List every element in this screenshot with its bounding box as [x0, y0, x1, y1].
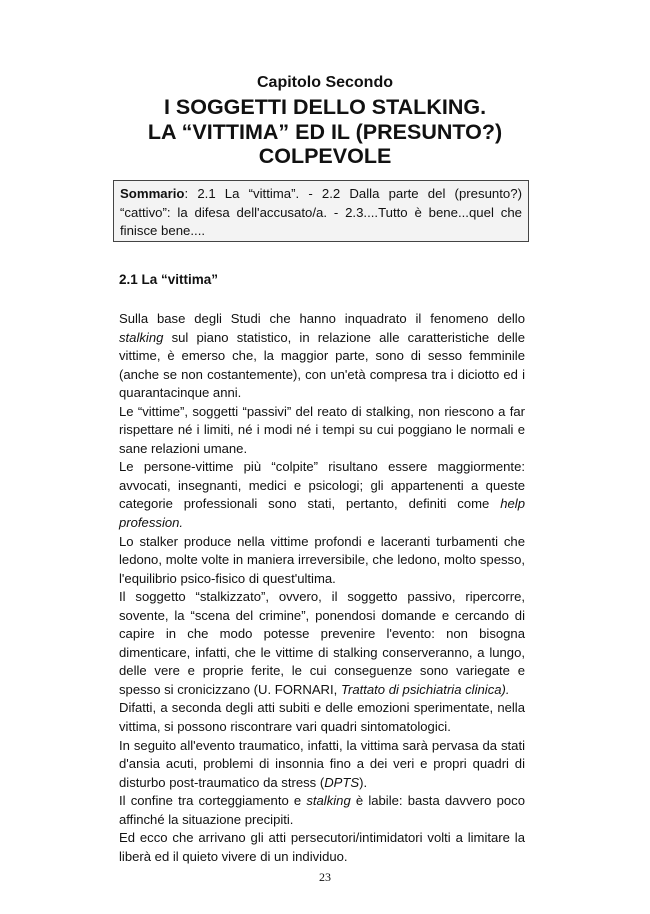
paragraph: [119, 829, 525, 866]
summary-text: : 2.1 La “vittima”. - 2.2 Dalla parte del (presunto?) “cattivo”: la difesa dell'accusato/a. - 2.3....Tutto è bene...quel che finisce bene....: [120, 186, 522, 238]
page-number: 23: [319, 870, 331, 884]
paragraph-text: Sulla base degli Studi che hanno inquadrato il fenomeno dello: [119, 311, 525, 326]
paragraph: [119, 792, 525, 829]
paragraph-text: sul piano statistico, in relazione alle caratteristiche delle vittime, è emerso che, la maggior parte, sono di sesso femminile (anche se non costantemente), con un'età compresa tra i diciotto ed i quarantacinque anni.: [119, 329, 525, 401]
title-line: LA “VITTIMA” ED IL (PRESUNTO?): [147, 119, 503, 144]
section-heading: 2.1 La “vittima”: [119, 272, 219, 287]
summary-label: Sommario: [120, 186, 185, 201]
paragraph-text: Ed ecco che arrivano gli atti persecutori/intimidatori volti a limitare la liberà ed il quieto vivere di un individuo.: [119, 830, 525, 864]
paragraph-text: Le “vittime”, soggetti “passivi” del reato di stalking, non riescono a far rispettare né i limiti, né i modi né i tempi su cui poggiano le normali e sane relazioni umane.: [119, 403, 525, 456]
summary-box: [113, 180, 529, 242]
paragraph: [119, 737, 525, 793]
paragraph: [119, 403, 525, 459]
body-text: [119, 310, 525, 866]
paragraph-text: Il confine tra corteggiamento e: [119, 793, 307, 809]
title-line: COLPEVOLE: [258, 144, 392, 168]
paragraph-text: Il soggetto “stalkizzato”, ovvero, il soggetto passivo, ripercorre, sovente, la “scena del crimine”, ponendosi domande e cercando di capire in che modo potesse prevenire l'evento: non bisogna dimenticare, infatti, che le vittime di stalking conserveranno, a lungo, delle vere e proprie ferite, le cui conseguenze sono variegate e spesso si cronicizzano (U. FORNARI,: [119, 589, 525, 697]
paragraph-italic: stalking: [306, 793, 351, 809]
paragraph-text: Difatti, a seconda degli atti subiti e delle emozioni sperimentate, nella vittima, si possono riscontrare vari quadri sintomatologici.: [119, 700, 525, 735]
paragraph-italic: help profession.: [119, 496, 525, 531]
paragraph-italic: stalking: [119, 329, 164, 345]
paragraph-text: Lo stalker produce nella vittime profondi e laceranti turbamenti che ledono, molte volte in maniera irreversibile, che ledono, molto spesso, l'equilibrio psico-fisico di quest'ultima.: [119, 533, 525, 586]
paragraph-italic: Trattato di psichiatria clinica).: [340, 681, 510, 697]
paragraph: [119, 458, 525, 532]
title-line: I SOGGETTI DELLO STALKING.: [163, 95, 487, 119]
chapter-title: [0, 95, 650, 169]
chapter-label: Capitolo Secondo: [257, 74, 393, 91]
paragraph-text: In seguito all'evento traumatico, infatti, la vittima sarà pervasa da stati d'ansia acuti, problemi di insonnia fino a dei veri e propri quadri di disturbo post-traumatico da stress (: [119, 737, 525, 790]
paragraph-text: ).: [359, 774, 368, 790]
paragraph: [119, 588, 525, 699]
paragraph-text: Le persone-vittime più “colpite” risultano essere maggiormente: avvocati, insegnanti, medici e psicologi; gli appartenenti a queste categorie professionali sono stati, pertanto, definiti come: [119, 459, 525, 512]
paragraph: [119, 699, 525, 736]
paragraph-text: è labile: basta davvero poco affinché la situazione precipiti.: [119, 793, 525, 827]
paragraph-italic: DPTS: [324, 774, 360, 790]
paragraph: [119, 533, 525, 589]
paragraph: [119, 310, 525, 403]
